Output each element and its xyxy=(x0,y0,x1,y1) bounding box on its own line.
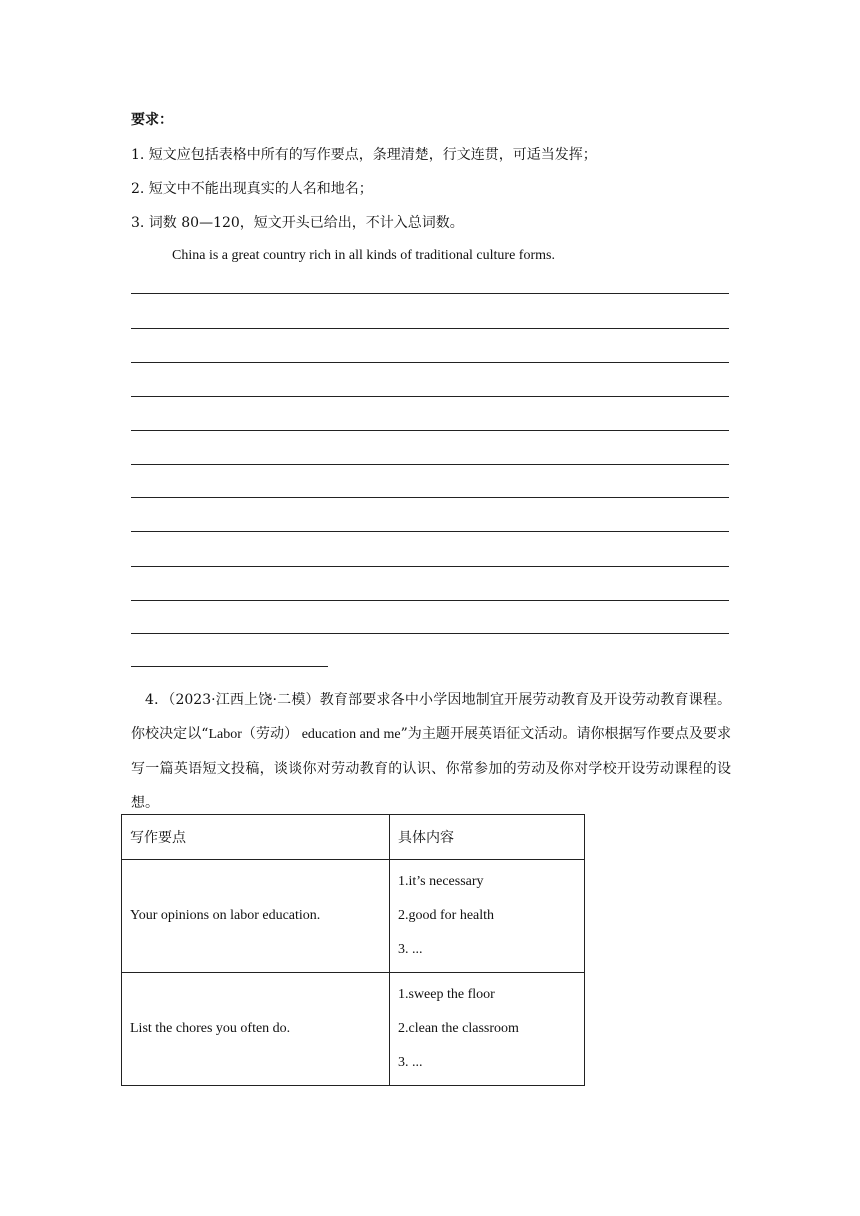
table-header-row xyxy=(122,815,585,860)
requirements-title: 要求： xyxy=(131,112,173,128)
question-4-prefix: 4．（2023·江西上饶·二模）教育部要求各中小学因地制宜开展劳动教育及开设劳动教育课程。你校决定以“ xyxy=(131,692,731,742)
detail-item: 2.good for health xyxy=(398,908,495,923)
table-cell-details xyxy=(390,973,585,1086)
writing-line xyxy=(131,328,729,329)
detail-item: 1.sweep the floor xyxy=(398,987,495,1002)
requirement-item-1: 1. 短文应包括表格中所有的写作要点，条理清楚，行文连贯，可适当发挥； xyxy=(131,147,597,163)
table-cell-details xyxy=(390,860,585,973)
writing-line-last xyxy=(131,666,328,667)
writing-line xyxy=(131,362,729,363)
detail-item: 3. ... xyxy=(398,942,423,957)
requirement-item-3: 3. 词数 80—120，短文开头已给出，不计入总词数。 xyxy=(131,215,464,231)
writing-line xyxy=(131,531,729,532)
writing-points-table xyxy=(121,814,585,1086)
writing-line xyxy=(131,464,729,465)
writing-line xyxy=(131,566,729,567)
table-row xyxy=(122,860,585,973)
writing-line xyxy=(131,293,729,294)
writing-line xyxy=(131,430,729,431)
question-4-suffix: ”为主题开展英语征文活动。请你根据写作要点及要求写一篇英语短文投稿，谈谈你对劳动教育的认识、你常参加的劳动及你对学校开设劳动课程的设想。 xyxy=(131,726,731,811)
table-header-details: 具体内容 xyxy=(390,815,585,860)
table-row xyxy=(122,973,585,1086)
table-cell-point: List the chores you often do. xyxy=(122,973,390,1086)
detail-item: 1.it’s necessary xyxy=(398,874,484,889)
question-4-prompt xyxy=(131,683,731,820)
writing-line xyxy=(131,497,729,498)
table-header-points: 写作要点 xyxy=(122,815,390,860)
writing-line xyxy=(131,396,729,397)
requirement-item-2: 2. 短文中不能出现真实的人名和地名； xyxy=(131,181,373,197)
detail-item: 3. ... xyxy=(398,1055,423,1070)
essay-opening-sentence: China is a great country rich in all kinds of traditional culture forms. xyxy=(172,248,555,263)
detail-item: 2.clean the classroom xyxy=(398,1021,519,1036)
question-4-theme: Labor（劳动） education and me xyxy=(208,727,401,742)
writing-line xyxy=(131,633,729,634)
table-cell-point: Your opinions on labor education. xyxy=(122,860,390,973)
writing-line xyxy=(131,600,729,601)
